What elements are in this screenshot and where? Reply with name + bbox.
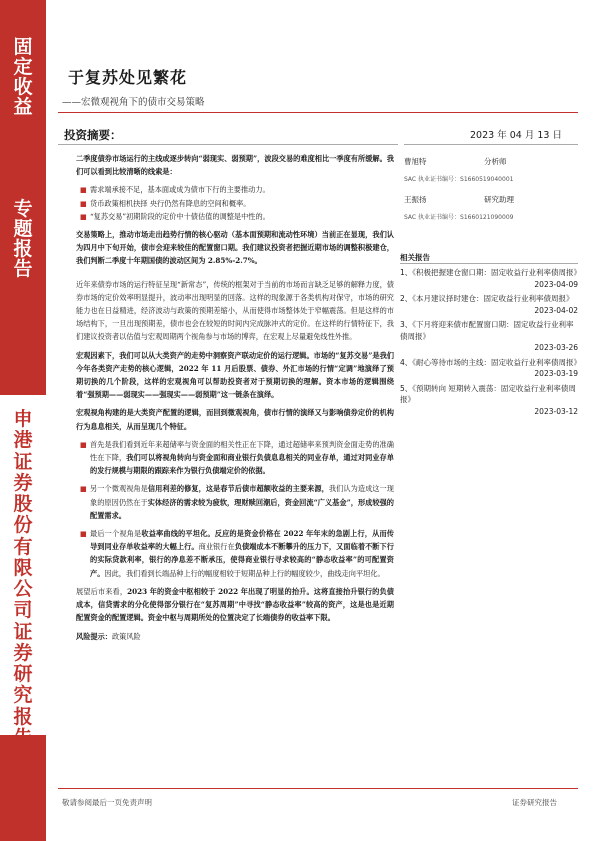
analyst-1 [404,156,513,183]
bullet-item: ■ 另一个微观视角是信用利差的修复，这是春节后债市超额收益的主要来源，我们认为造成这一现象的原因仍然在于实体经济的需求较为疲软，理财赎回潮后，资金回流“广义基金”，形成较强的配置需求。 [80,484,394,520]
related-report-item[interactable]: 2、《本月建议择时建仓：固定收益行业利率债周报》 2023-04-02 [400,294,578,315]
paragraph-forecast: 展望后市来看，2023 年的资金中枢相较于 2022 年出现了明显的抬升。这将直接抬升银行的负债成本，信贷需求的分化使得部分银行在“复苏周期”中寻找“静态收益率”较高的资产，这是也是近期配置资金的配置逻辑。资金中枢与周期所处的位置决定了长端债券的收益率下限。 [76,586,394,623]
report-date: 2023 年 04 月 13 日 [470,130,562,141]
report-title: 于复苏处见繁花 [68,68,188,87]
report-subtitle: ——宏微观视角下的债市交易策略 [62,97,205,108]
bullet-icon: ■ [80,484,87,494]
related-report-item[interactable]: 5、《预期转向 短期转入震荡：固定收益行业利率债周报》 2023-03-12 [400,383,578,416]
side-tag-fixed-income: 固 定 收 益 [13,36,33,118]
analyst-license: SAC 执业证书编号：S1660121090009 [404,214,514,221]
top-divider [58,112,578,113]
related-reports-list [400,263,582,420]
bullet-icon: ■ [80,211,87,221]
paragraph-micro: 宏观视角构建的是大类资产配置的逻辑，而回到微观视角，债市行情的演绎又与影响债券定价的机构行为息息相关，从而呈现几个特征。 [76,408,394,431]
side-company-name: 申 港 证 券 股 份 有 限 公 司 证 券 研 究 报 告 [13,408,33,749]
analyst-name: 曹旭特 [404,157,427,166]
paragraph-outlook: 二季度债券市场运行的主线或逐步转向“弱现实、弱预期”，波段交易的难度相比一季度有所缓解。我们可以看到比较清晰的线索是： [76,154,394,177]
bullet-item: ■ 最后一个视角是收益率曲线的平坦化。反应的是资金价格在 2022 年年末的急剧上行，从而传导到同业存单收益率的大幅上行。商业银行在负债端成本不断攀升的压力下，又面临着不断下行的实际贷款利率，银行的净息差不断承压，使得商业银行寻求较高的“静态收益率”的可配置资产。因此，我们看到长端品种上行的幅度相较于短期品种上行的幅度较少，曲线走向平坦化。 [80,529,394,578]
bullet-icon: ■ [80,529,87,539]
bullet-list-micro [76,438,394,580]
bullet-icon: ■ [80,185,87,195]
analyst-2 [404,194,513,221]
summary-body [76,152,394,648]
bullet-icon: ■ [80,198,87,208]
bullet-icon: ■ [80,439,87,449]
related-report-item[interactable]: 1、《积极把握建仓窗口期：固定收益行业利率债周报》 2023-04-09 [400,268,582,289]
paragraph-macro: 宏观因素下，我们可以从大类资产的走势中洞察资产联动定价的运行逻辑。市场的“复苏交易”是我们今年各类资产走势的核心逻辑，2022 年 11 月后股票、债券、外汇市场的行情“定调”地演绎了预期切换的几个阶段，这样的宏观视角可以帮助投资者对于预期切换的理解。资本市场的逻辑围绕着“强预期——弱现实——强现实——弱预期”这一链条在演绎。 [76,350,394,400]
related-report-item[interactable]: 4、《耐心等待市场的主线：固定收益行业利率债周报》 2023-03-19 [400,357,582,378]
bullet-item: ■ 需求端承接不足，基本面或成为债市下行的主要推动力。 [76,183,394,196]
side-company-panel [0,395,46,749]
bullet-item: ■ “复苏交易”初期阶段的定价中十债估值的调整是中性的。 [76,210,394,223]
summary-divider [58,144,398,145]
summary-heading: 投资摘要： [64,128,122,142]
footer-label: 证券研究报告 [512,798,557,807]
related-report-item[interactable]: 3、《下月将迎来债市配置窗口期：固定收益行业利率债周报》 2023-03-26 [400,320,578,352]
analyst-role: 研究助理 [484,195,514,204]
bullet-item: ■ 货币政策相机抉择 央行仍然有降息的空间和概率。 [76,197,394,210]
bullet-item: ■ 首先是我们看到近年来超储率与资金面的相关性正在下降，通过超储率来预判资金面走势的准确性在下降，我们可以将视角转向与资金面和商业银行负债息息相关的同业存单，通过对同业存单的发行规模与期限的跟踪来作为银行负债端定价的依据。 [80,439,394,476]
analyst-role: 分析师 [484,157,507,166]
bottom-divider [58,788,578,789]
bullet-list-clues [76,183,394,223]
footer-disclaimer: 敬请参阅最后一页免责声明 [62,798,152,807]
related-reports-heading: 相关报告 [400,253,430,262]
date-divider [404,144,578,145]
analyst-license: SAC 执业证书编号：S1660519040001 [404,176,514,183]
paragraph-strategy: 交易策略上，推动市场走出趋势行情的核心驱动（基本面预期和流动性环境）当前正在显现，我们认为四月中下旬开始，债市会迎来较佳的配置窗口期。我们建议投资者把握近期市场的调整积极建仓，我们判断二季度十年期国债的波动区间为 2.85%-2.7%。 [76,230,394,266]
risk-warning: 风险提示：政策风险 [76,631,141,641]
paragraph-new-normal: 近年来债券市场的运行特征呈现“新常态”，传统的框架对于当前的市场而言缺乏足够的解释力度，债券市场的定价效率明显提升，波动率出现明显的回落。这样的现象源于各类机构对保守，市场的研究能力也在日益精进，经济波动与政策的预期差缩小，从而使得市场整体处于窄幅震荡。但是这样的市场结构下，一旦出现预期差，债市也会在较短的时间内完成脉冲式的定价。在这样的行情特征下，我们建议投资者以估值与宏观周期两个视角参与市场的博弈，在宏观上尽量避免线性外推。 [76,279,394,342]
analyst-name: 王振扬 [404,195,427,204]
side-tag-special-report: 专 题 报 告 [13,198,33,280]
